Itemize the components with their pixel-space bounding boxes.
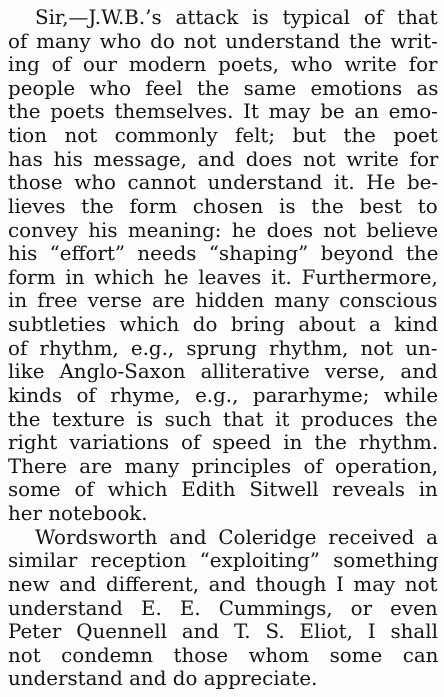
letter-line: subtleties which do bring about a kind <box>8 313 439 337</box>
letter-line: There are many principles of operation, <box>8 454 439 478</box>
letter-line: similar reception “exploiting” something <box>8 549 439 573</box>
letter-line: convey his meaning: he does not believe <box>8 218 439 242</box>
letter-line: in free verse are hidden many conscious <box>8 289 438 313</box>
letter-line: understand E. E. Cummings, or even <box>8 596 438 620</box>
letter-line: of rhythm, e.g., sprung rhythm, not un- <box>8 336 438 360</box>
letter-line: like Anglo-Saxon alliterative verse, and <box>8 360 438 384</box>
letter-line: some of which Edith Sitwell reveals in <box>8 478 438 502</box>
letter-line: those who cannot understand it. He be- <box>8 171 439 195</box>
letter-line: Wordsworth and Coleridge received a <box>35 525 438 549</box>
letter-line: not condemn those whom some can <box>8 643 439 667</box>
letter-line: Sir,—J.W.B.’s attack is typical of that <box>35 6 438 29</box>
letter-line: new and different, and though I may not <box>8 572 438 596</box>
letter-line: form in which he leaves it. Furthermore, <box>8 265 438 289</box>
letter-line: right variations of speed in the rhythm. <box>8 431 439 455</box>
letter-line: kinds of rhyme, e.g., pararhyme; while <box>8 383 439 407</box>
letter-line: lieves the form chosen is the best to <box>8 194 438 218</box>
letter-line: has his message, and does not write for <box>8 147 439 171</box>
letter-line: people who feel the same emotions as <box>8 76 439 100</box>
letter-line: his “effort” needs “shaping” beyond the <box>8 242 439 266</box>
letter-line: the texture is such that it produces the <box>8 407 438 431</box>
letter-line: the poets themselves. It may be an emo- <box>8 100 438 124</box>
letter-line: ing of our modern poets, who write for <box>8 53 438 77</box>
letter-line: understand and do appreciate. <box>8 667 318 691</box>
letter-line: tion not commonly felt; but the poet <box>8 124 438 148</box>
letter-line: Peter Quennell and T. S. Eliot, I shall <box>8 620 438 644</box>
letter-line: of many who do not understand the writ- <box>8 29 438 53</box>
letter-line: her notebook. <box>8 502 148 526</box>
